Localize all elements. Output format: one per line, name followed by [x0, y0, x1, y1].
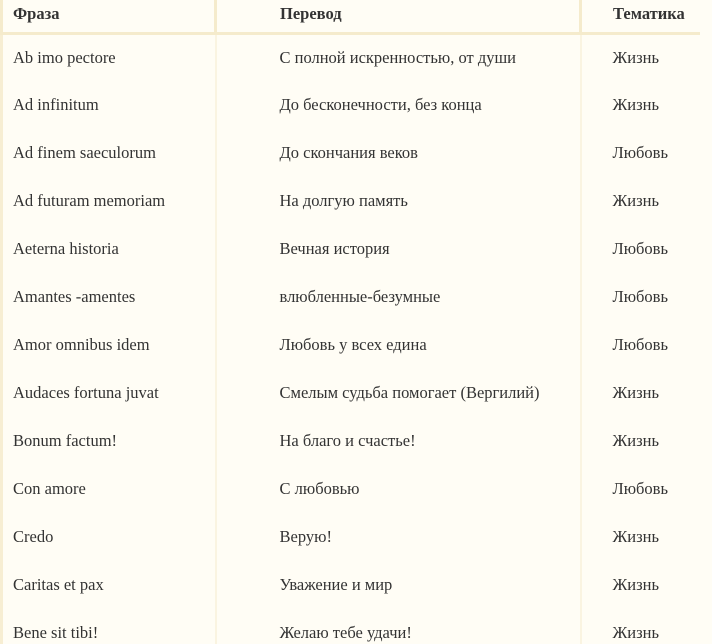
table-row [2, 129, 701, 177]
table-row [2, 33, 701, 81]
theme-cell: Жизнь [612, 47, 659, 67]
theme-cell: Жизнь [612, 431, 659, 450]
table-row [2, 177, 701, 225]
column-header-translation[interactable]: Перевод [216, 0, 581, 33]
theme-cell: Любовь [612, 335, 668, 354]
theme-cell: Любовь [612, 239, 668, 258]
translation-cell: До бесконечности, без конца [216, 81, 581, 129]
phrase-cell: Audaces fortuna juvat [2, 369, 216, 417]
table-row [2, 465, 701, 513]
theme-cell: Жизнь [612, 383, 659, 402]
translation-cell: Верую! [216, 513, 581, 561]
phrase-cell: Aeterna historia [2, 225, 216, 273]
table-row [2, 81, 701, 129]
translation-cell: влюбленные-безумные [216, 273, 581, 321]
table-row [2, 321, 701, 369]
phrase-cell: Ad infinitum [2, 81, 216, 129]
phrase-cell: Bene sit tibi! [2, 609, 216, 644]
theme-cell: Любовь [612, 287, 668, 306]
phrase-cell: Credo [2, 513, 216, 561]
translation-cell: На долгую память [216, 177, 581, 225]
table-row [2, 561, 701, 609]
table-row [2, 369, 701, 417]
table-row [2, 225, 701, 273]
phrase-cell: Ad finem saeculorum [2, 129, 216, 177]
phrase-cell: Amor omnibus idem [2, 321, 216, 369]
translation-cell: На благо и счастье! [216, 417, 581, 465]
translation-cell: Вечная история [216, 225, 581, 273]
table-body [2, 33, 701, 644]
table-row [2, 417, 701, 465]
phrase-cell: Caritas et pax [2, 561, 216, 609]
theme-cell: Жизнь [612, 191, 659, 210]
phrase-cell: Amantes -amentes [2, 273, 216, 321]
theme-cell: Жизнь [612, 623, 659, 642]
theme-cell: Любовь [612, 143, 668, 162]
phrase-cell: Ab imo pectore [2, 33, 216, 81]
phrase-cell: Ad futuram memoriam [2, 177, 216, 225]
translation-cell: Любовь у всех едина [216, 321, 581, 369]
column-header-phrase[interactable]: Фраза [2, 0, 216, 33]
phrase-cell: Con amore [2, 465, 216, 513]
translation-cell: С любовью [216, 465, 581, 513]
translation-cell: До скончания веков [216, 129, 581, 177]
translation-cell: С полной искренностью, от души [216, 33, 581, 81]
theme-cell: Жизнь [612, 527, 659, 546]
table-row [2, 513, 701, 561]
table-row [2, 609, 701, 644]
translation-cell: Уважение и мир [216, 561, 581, 609]
theme-cell: Жизнь [612, 95, 659, 114]
table-row [2, 273, 701, 321]
theme-cell: Жизнь [612, 575, 659, 594]
column-header-theme[interactable]: Тематика [581, 0, 701, 33]
table-header-row [2, 0, 701, 33]
translation-cell: Смелым судьба помогает (Вергилий) [216, 369, 581, 417]
phrase-cell: Bonum factum! [2, 417, 216, 465]
translation-cell: Желаю тебе удачи! [216, 609, 581, 644]
theme-cell: Любовь [612, 479, 668, 498]
